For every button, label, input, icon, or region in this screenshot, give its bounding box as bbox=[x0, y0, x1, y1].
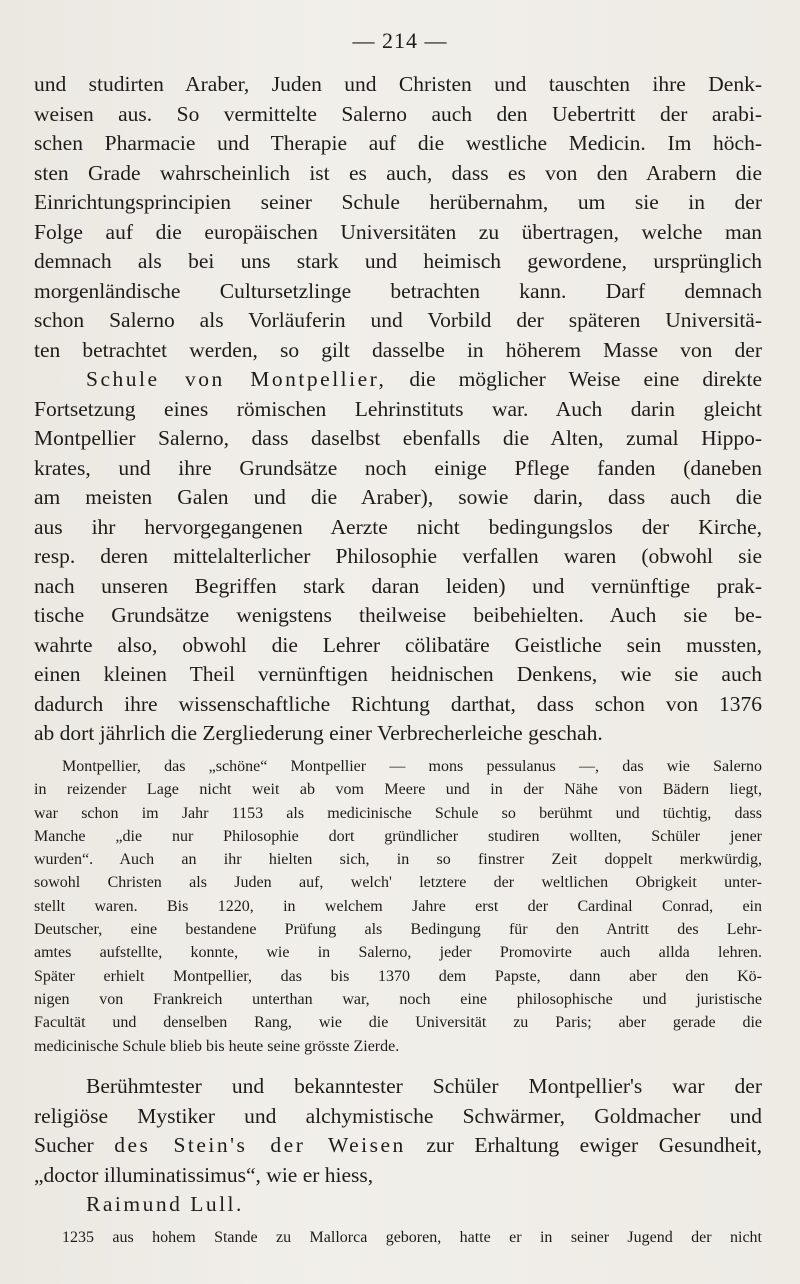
text-line: schon Salerno als Vorläuferin und Vorbild der späteren Universitä- bbox=[34, 308, 762, 332]
page-number: — 214 — bbox=[352, 28, 448, 53]
paragraph-3 bbox=[34, 1072, 762, 1220]
emphasis-philosophers-stone: des Stein's der Weisen bbox=[114, 1133, 406, 1157]
text-line: demnach als bei uns stark und heimisch gewordene, ursprünglich bbox=[34, 249, 762, 273]
note-line: stellt waren. Bis 1220, in welchem Jahre erst der Cardinal Conrad, ein bbox=[34, 897, 762, 915]
text-line: morgenländische Cultursetzlinge betrachten kann. Darf demnach bbox=[34, 278, 762, 303]
note-line: Facultät und denselben Rang, wie die Universität zu Paris; aber gerade die bbox=[34, 1014, 762, 1032]
text-line: schen Pharmacie und Therapie auf die westliche Medicin. Im höch- bbox=[34, 131, 762, 155]
note-line: Deutscher, eine bestandene Prüfung als Bedingung für den Antritt des Lehr- bbox=[34, 921, 762, 939]
text-line: am meisten Galen und die Araber), sowie darin, dass auch die bbox=[34, 485, 762, 509]
heading-name: Raimund Lull. bbox=[86, 1192, 244, 1216]
text-line: dadurch ihre wissenschaftliche Richtung darthat, dass schon von 1376 bbox=[34, 691, 762, 716]
text-line: ab dort jährlich die Zergliederung einer Verbrecherleiche geschah. bbox=[34, 721, 603, 745]
text-fragment: Sucher bbox=[34, 1133, 94, 1157]
text-line: Folge auf die europäischen Universitäten zu übertragen, welche man bbox=[34, 219, 762, 244]
note-line: amtes aufstellte, konnte, wie in Salerno, jeder Promovirte auch allda lehren. bbox=[34, 944, 762, 962]
note-line: medicinische Schule blieb bis heute seine grösste Zierde. bbox=[34, 1037, 400, 1055]
note-line: war schon im Jahr 1153 als medicinische Schule so berühmt und tüchtig, dass bbox=[34, 804, 762, 822]
text-line bbox=[34, 365, 762, 395]
note-line: nigen von Frankreich unterthan war, noch eine philosophische und juristische bbox=[34, 990, 762, 1008]
text-line: weisen aus. So vermittelte Salerno auch den Uebertritt der arabi- bbox=[34, 101, 762, 126]
text-line: ten betrachtet werden, so gilt dasselbe in höherem Masse von der bbox=[34, 337, 762, 362]
text-line: Fortsetzung eines römischen Lehrinstituts war. Auch darin gleicht bbox=[34, 396, 762, 421]
note-line: Manche „die nur Philosophie dort gründlicher studiren wollten, Schüler jener bbox=[34, 827, 762, 845]
note-montpellier bbox=[34, 755, 762, 1058]
text-line: Montpellier Salerno, dass daselbst ebenfalls die Alten, zumal Hippo- bbox=[34, 426, 762, 450]
note-line: in reizender Lage nicht weit ab vom Meere und in der Nähe von Bädern liegt, bbox=[34, 781, 762, 799]
note-lull bbox=[34, 1226, 762, 1249]
text-line: tische Grundsätze wenigstens theilweise beibehielten. Auch sie be- bbox=[34, 603, 762, 627]
text-line: krates, und ihre Grundsätze noch einige Pflege fanden (daneben bbox=[34, 455, 762, 480]
text-line: Einrichtungsprincipien seiner Schule herübernahm, um sie in der bbox=[34, 190, 762, 214]
text-line: religiöse Mystiker und alchymistische Schwärmer, Goldmacher und bbox=[34, 1103, 762, 1128]
note-line: Später erhielt Montpellier, das bis 1370 dem Papste, dann aber den Kö- bbox=[34, 967, 762, 985]
text-line: sten Grade wahrscheinlich ist es auch, dass es von den Arabern die bbox=[34, 160, 762, 185]
emphasis-school-montpellier: Schule von Montpellier, bbox=[86, 367, 387, 391]
text-line: Berühmtester und bekanntester Schüler Montpellier's war der bbox=[86, 1074, 762, 1098]
text-line: und studirten Araber, Juden und Christen und tauschten ihre Denk- bbox=[34, 72, 762, 96]
text-line: einen kleinen Theil vernünftigen heidnischen Denkens, wie sie auch bbox=[34, 662, 762, 686]
text-line: „doctor illuminatissimus“, wie er hiess, bbox=[34, 1162, 374, 1187]
text-fragment: die möglicher Weise eine direkte bbox=[409, 367, 762, 391]
note-line: sowohl Christen als Juden auf, welch' letztere der weltlichen Obrigkeit unter- bbox=[34, 874, 762, 892]
note-line: 1235 aus hohem Stande zu Mallorca geboren, hatte er in seiner Jugend der nicht bbox=[62, 1229, 762, 1246]
text-line: aus ihr hervorgegangenen Aerzte nicht bedingungslos der Kirche, bbox=[34, 514, 762, 539]
paragraph-1 bbox=[34, 70, 762, 365]
text-line: wahrte also, obwohl die Lehrer cölibatäre Geistliche sein mussten, bbox=[34, 632, 762, 657]
note-line: Montpellier, das „schöne“ Montpellier — mons pessulanus —, das wie Salerno bbox=[62, 758, 762, 775]
text-line: resp. deren mittelalterlicher Philosophie verfallen waren (obwohl sie bbox=[34, 544, 762, 568]
note-line: wurden“. Auch an ihr hielten sich, in so finstrer Zeit doppelt merkwürdig, bbox=[34, 851, 762, 869]
text-line: nach unseren Begriffen stark daran leiden) und vernünftige prak- bbox=[34, 573, 762, 598]
text-fragment: zur Erhaltung ewiger Gesundheit, bbox=[426, 1133, 762, 1157]
paragraph-2 bbox=[34, 365, 762, 749]
text-line bbox=[34, 1131, 762, 1161]
heading-raimund-lull bbox=[34, 1190, 762, 1220]
